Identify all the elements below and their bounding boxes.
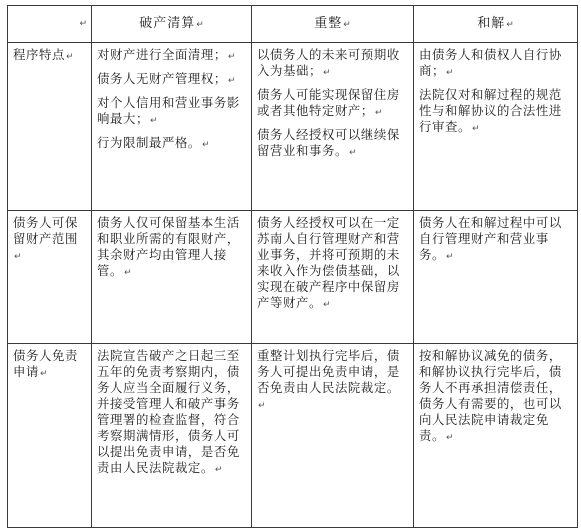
- table-cell: [414, 211, 578, 344]
- cell-paragraph: 对财产进行全面清理；↵: [97, 47, 236, 62]
- comparison-table: [7, 5, 578, 528]
- cell-paragraph: 按和解协议减免的债务，和解协议执行完毕后，债务人不再承担清偿责任，债务人有需要的，也可以向人民法院申请裁定免责。↵: [419, 348, 562, 443]
- paragraph-mark-icon: ↵: [445, 68, 454, 78]
- table-cell: [92, 43, 252, 211]
- paragraph-mark-icon: ↵: [227, 52, 236, 62]
- paragraph-mark-icon: ↵: [445, 433, 454, 443]
- cell-paragraph: 债务人无财产管理权；↵: [97, 71, 236, 86]
- paragraph-mark-icon: ↵: [374, 108, 383, 118]
- cell-paragraph: 债务人经授权可以继续保留营业和事务。↵: [257, 127, 400, 158]
- table-cell: [252, 211, 414, 344]
- paragraph-mark-icon: ↵: [123, 268, 132, 278]
- paragraph-mark-icon: ↵: [79, 19, 87, 29]
- cell-paragraph: 债务人经授权可以在一定苏南人自行管理财产和营业事务，并将可预期的未来收入作为偿债基础，以实现在破产程序中保留房产等财产。↵: [257, 215, 400, 310]
- table-row: [8, 344, 578, 528]
- header-cell-empty: [8, 6, 92, 43]
- table-cell: [92, 211, 252, 344]
- header-label: 重整: [314, 15, 343, 31]
- row-label: 债务人可保留财产范围: [13, 215, 78, 246]
- paragraph-mark-icon: ↵: [65, 52, 74, 62]
- paragraph-mark-icon: ↵: [149, 116, 158, 126]
- paragraph-mark-icon: ↵: [322, 68, 331, 78]
- table-cell: [252, 43, 414, 211]
- table-row: [8, 211, 578, 344]
- cell-paragraph: 重整计划执行完毕后，债务人可提出免责申请，是否免责由人民法院裁定。↵: [257, 348, 400, 411]
- row-label-cell: [8, 211, 92, 344]
- header-cell-liquidation: [92, 6, 252, 43]
- cell-paragraph: 行为限制最严格。↵: [97, 135, 210, 150]
- paragraph-mark-icon: ↵: [258, 401, 266, 411]
- cell-paragraph: 债务人在和解过程中可以自行管理财产和营业事务。↵: [419, 215, 562, 262]
- paragraph-mark-icon: ↵: [227, 76, 236, 86]
- table-cell: [414, 344, 578, 528]
- paragraph-mark-icon: ↵: [471, 124, 480, 134]
- paragraph-mark-icon: ↵: [348, 148, 357, 158]
- paragraph-mark-icon: ↵: [445, 252, 454, 262]
- table-cell: [252, 344, 414, 528]
- header-cell-settlement: [414, 6, 578, 43]
- cell-paragraph: 以债务人的未来可预期收入为基础；↵: [257, 47, 400, 78]
- cell-paragraph: 由债务人和债权人自行协商；↵: [419, 47, 562, 78]
- row-label: 程序特点: [13, 47, 65, 62]
- row-label-cell: [8, 43, 92, 211]
- paragraph-mark-icon: ↵: [201, 140, 210, 150]
- row-label: 债务人免责申请: [13, 348, 78, 379]
- table-cell: [92, 344, 252, 528]
- row-label-cell: [8, 344, 92, 528]
- paragraph-mark-icon: ↵: [343, 19, 351, 30]
- header-label: 和解: [477, 15, 506, 31]
- table-row: [8, 43, 578, 211]
- table-cell: [414, 43, 578, 211]
- paragraph-mark-icon: ↵: [196, 19, 204, 30]
- header-label: 破产清算: [139, 15, 196, 31]
- cell-paragraph: 法院宣告破产之日起三至五年的免责考察期内，债务人应当全面履行义务，并接受管理人和破产事务管理署的检查监督，符合考察期满情形，债务人可以提出免责申请，是否免责由人民法院裁定。↵: [97, 348, 240, 475]
- paragraph-mark-icon: ↵: [322, 300, 331, 310]
- cell-paragraph: 债务人可能实现保留住房或者其他特定财产；↵: [257, 87, 400, 118]
- header-cell-reorganization: [252, 6, 414, 43]
- paragraph-mark-icon: ↵: [214, 465, 223, 475]
- paragraph-mark-icon: ↵: [39, 369, 48, 379]
- cell-paragraph: 债务人仅可保留基本生活和职业所需的有限财产，其余财产均由管理人接管。↵: [97, 215, 240, 278]
- table-header-row: [8, 6, 578, 43]
- paragraph-mark-icon: ↵: [506, 19, 514, 30]
- cell-paragraph: 法院仅对和解过程的规范性与和解协议的合法性进行审查。↵: [419, 87, 562, 134]
- paragraph-mark-icon: ↵: [14, 252, 22, 262]
- cell-paragraph: 对个人信用和营业事务影响最大；↵: [97, 95, 240, 126]
